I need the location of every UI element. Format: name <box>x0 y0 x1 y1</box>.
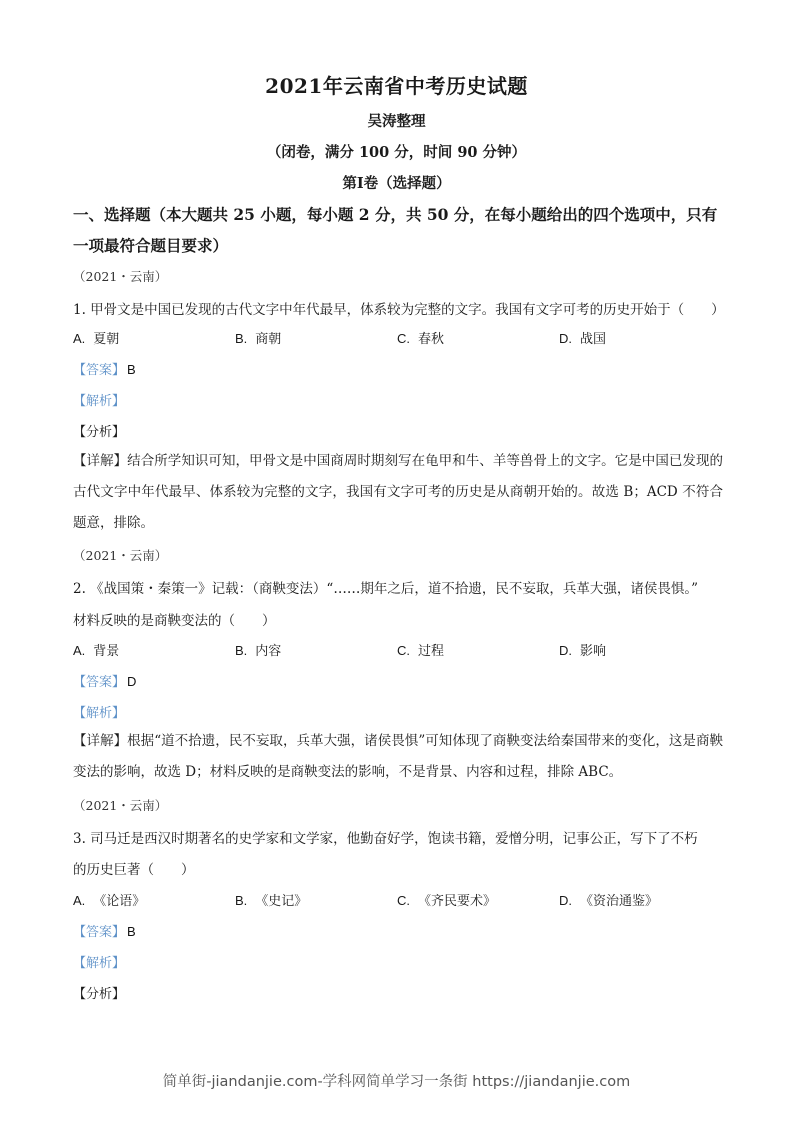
question-stem-cont: 材料反映的是商鞅变法的（ ） <box>73 613 276 629</box>
option-a: A. 《论语》 <box>73 893 146 909</box>
option-d: D. 影响 <box>559 643 607 659</box>
option-b: B. 内容 <box>235 643 282 659</box>
question-source: （2021・云南） <box>73 798 168 813</box>
option-d: D. 《资治通鉴》 <box>559 893 659 909</box>
option-c: C. 过程 <box>397 643 445 659</box>
question-stem: 1. 甲骨文是中国已发现的古代文字中年代最早，体系较为完整的文字。我国有文字可考的历史开始于（ ） <box>73 302 725 318</box>
question-source: （2021・云南） <box>73 548 168 563</box>
question-stem: 3. 司马迁是西汉时期著名的史学家和文学家，他勤奋好学，饱读书籍，爱憎分明，记事公正，写下了不朽 <box>73 831 698 847</box>
option-b: B. 商朝 <box>235 331 282 347</box>
option-d: D. 战国 <box>559 331 607 347</box>
exam-info: （闭卷，满分 100 分，时间 90 分钟） <box>266 144 527 161</box>
detail-paragraph: 【详解】根据“道不拾遗，民不妄取，兵革大强，诸侯畏惧”可知体现了商鞅变法给秦国带来的变化，这是商鞅变法的影响，故选 D；材料反映的是商鞅变法的影响，不是背景、内容和过程，排除 ABC。 <box>73 733 723 780</box>
compiler-name: 吴涛整理 <box>367 113 426 130</box>
option-a: A. 背景 <box>73 643 120 659</box>
explanation-label: 【解析】 <box>73 956 126 971</box>
option-c: C. 春秋 <box>397 331 445 347</box>
option-a: A. 夏朝 <box>73 331 120 347</box>
explanation-label: 【解析】 <box>73 394 126 409</box>
volume-heading: 第Ⅰ卷（选择题） <box>342 175 451 192</box>
question-stem-cont: 的历史巨著（ ） <box>73 862 195 878</box>
section-heading-line2: 一项最符合题目要求） <box>73 236 229 255</box>
option-c: C. 《齐民要术》 <box>397 893 497 909</box>
answer-row: 【答案】 B <box>73 924 136 940</box>
detail-paragraph: 【详解】结合所学知识可知，甲骨文是中国商周时期刻写在龟甲和牛、羊等兽骨上的文字。它是中国已发现的古代文字中年代最早、体系较为完整的文字，我国有文字可考的历史是从商朝开始的。故选 B；ACD 不符合题意，排除。 <box>73 453 724 531</box>
answer-row: 【答案】 B <box>73 362 136 378</box>
footer-watermark: 简单街-jiandanjie.com-学科网简单学习一条街 https://jiandanjie.com <box>162 1074 631 1090</box>
answer-row: 【答案】 D <box>73 674 137 690</box>
explanation-label: 【解析】 <box>73 706 126 721</box>
analysis-label: 【分析】 <box>73 987 126 1002</box>
question-stem: 2. 《战国策・秦策一》记载：（商鞅变法）“……期年之后，道不拾遗，民不妄取，兵革大强，诸侯畏惧。” <box>73 581 698 597</box>
page-title: 2021年云南省中考历史试题 <box>265 74 528 98</box>
analysis-label: 【分析】 <box>73 425 126 440</box>
option-b: B. 《史记》 <box>235 893 308 909</box>
question-source: （2021・云南） <box>73 269 168 284</box>
section-heading-line1: 一、选择题（本大题共 25 小题，每小题 2 分，共 50 分，在每小题给出的四个选项中，只有 <box>73 205 718 224</box>
